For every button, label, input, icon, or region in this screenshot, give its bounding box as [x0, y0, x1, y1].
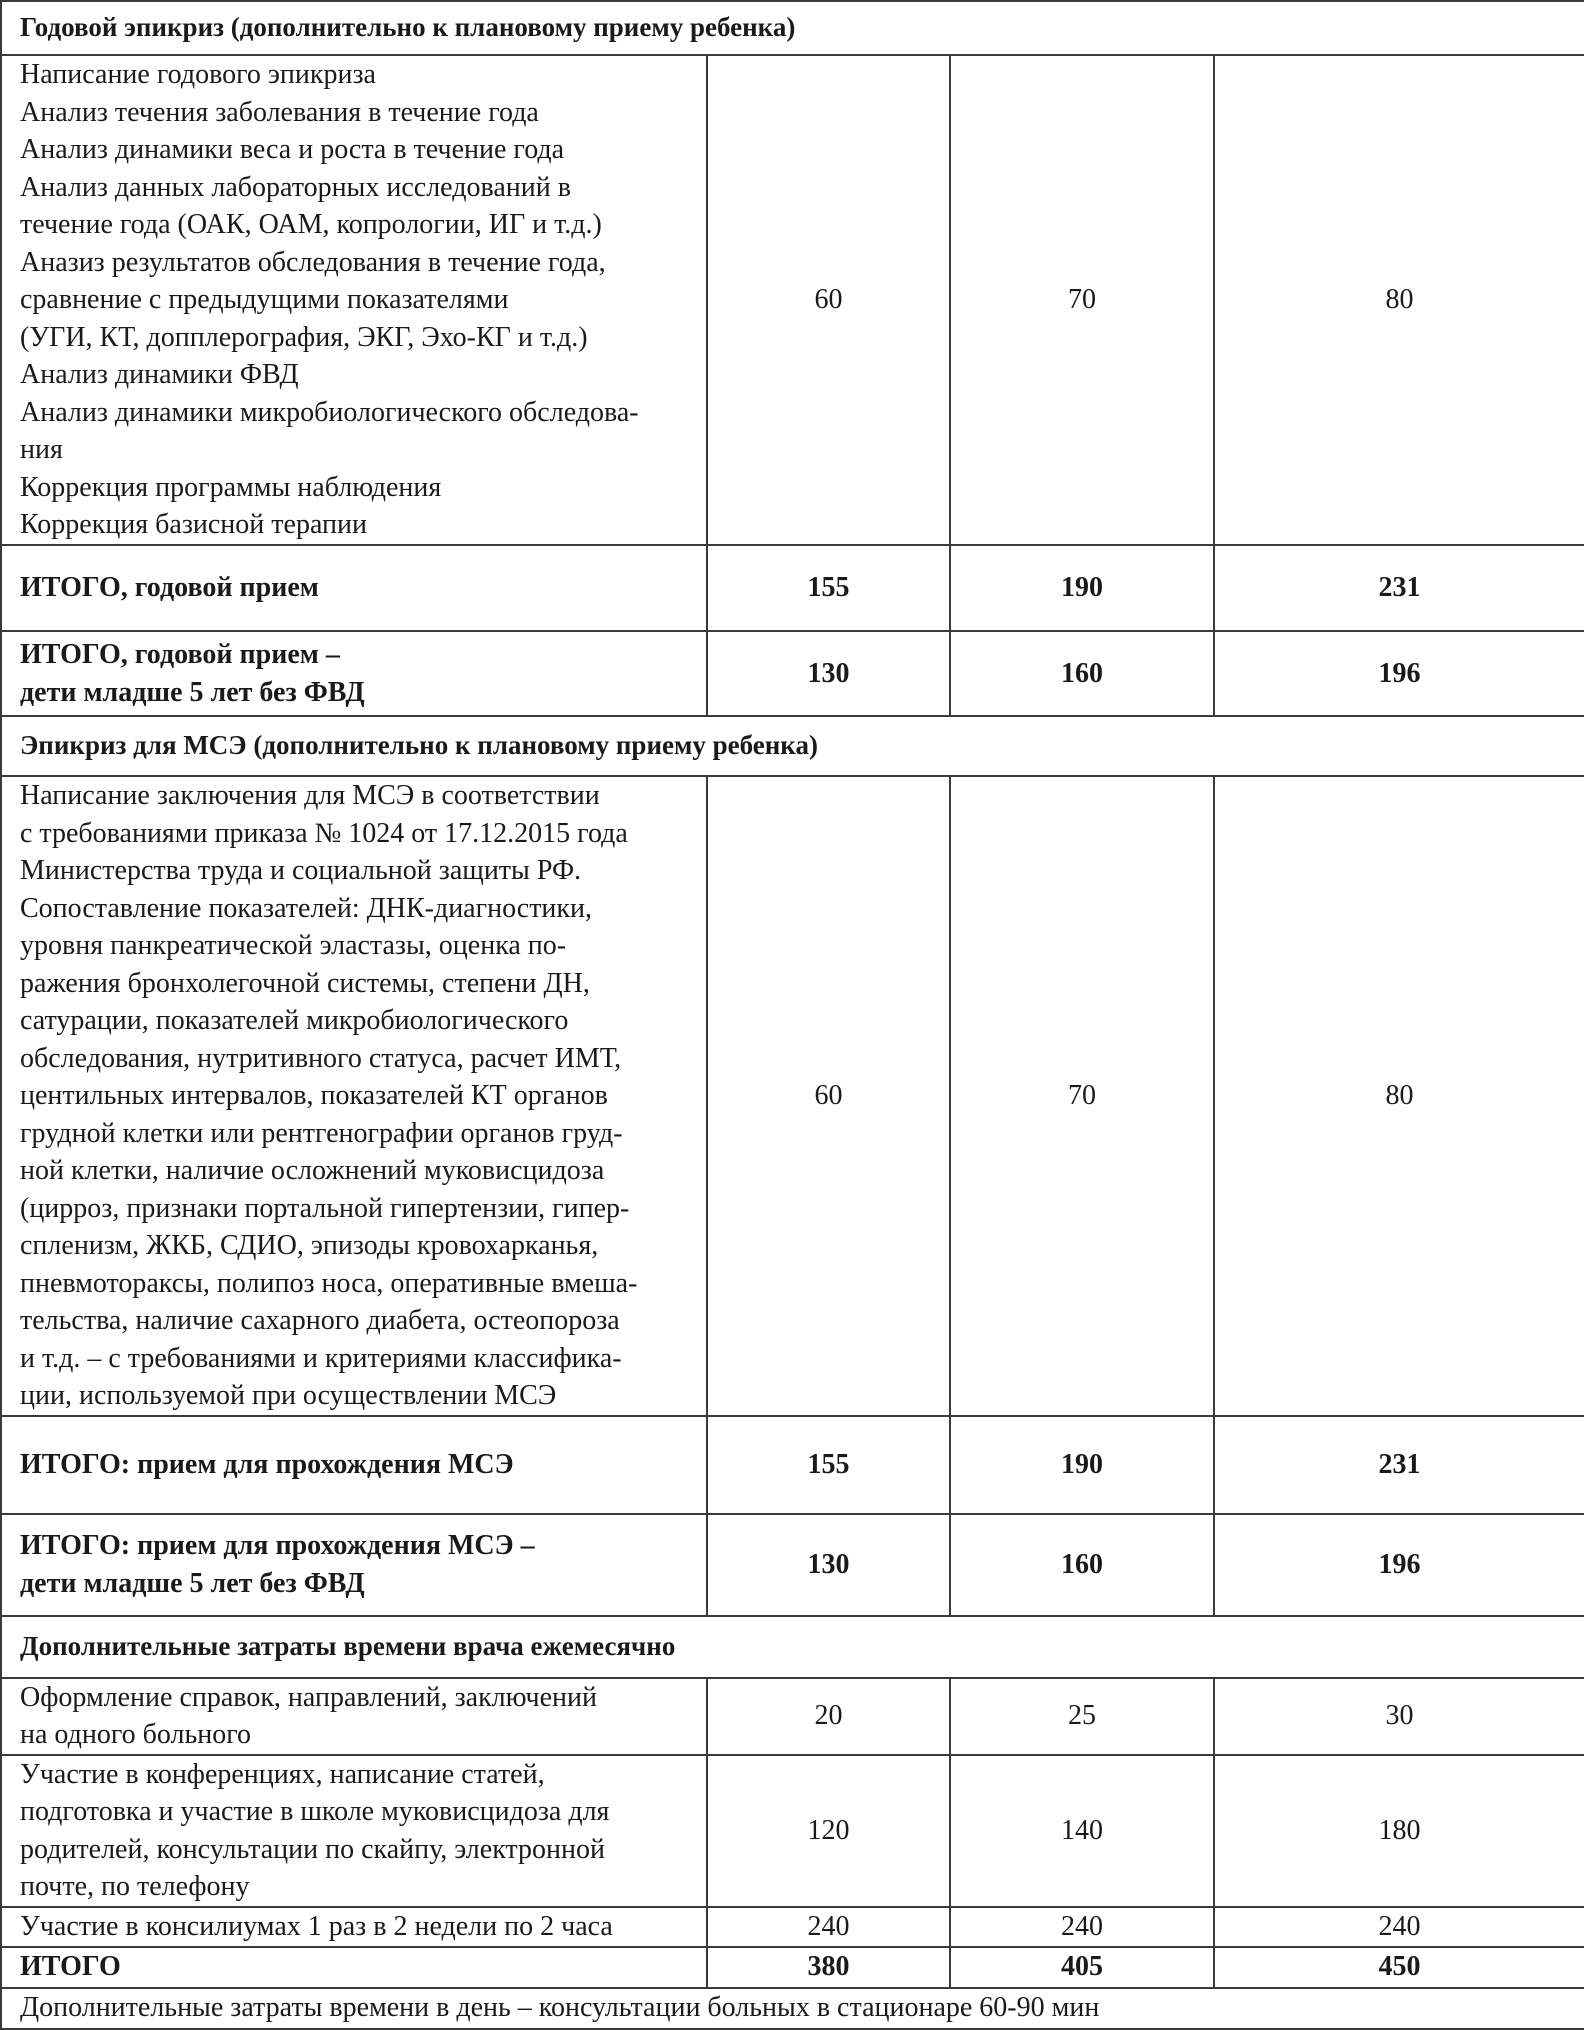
task-line: Написание заключения для МСЭ в соответствии [20, 780, 600, 811]
task-line: Написание годового эпикриза [20, 59, 376, 91]
total-value: 196 [1214, 1514, 1584, 1616]
task-line: центильных интервалов, показателей КТ органов [20, 1080, 608, 1111]
section-header-monthly [1, 1616, 1584, 1678]
value-cell: 120 [707, 1755, 950, 1907]
total-label-line: ИТОГО, годовой прием – [20, 639, 340, 670]
value-cell: 25 [950, 1678, 1214, 1755]
value-cell: 70 [950, 55, 1214, 545]
task-line: течение года (ОАК, ОАМ, копрологии, ИГ и т.д.) [20, 209, 602, 241]
row-label-line: Оформление справок, направлений, заключений [20, 1681, 597, 1713]
task-line: Сопоставление показателей: ДНК-диагностики, [20, 892, 593, 924]
total-label-line: дети младше 5 лет без ФВД [20, 676, 365, 708]
section-header-text: Эпикриз для МСЭ (дополнительно к плановому приему ребенка) [1, 716, 1584, 776]
table-row-consiliums [1, 1907, 1584, 1947]
section-header-mse-epicrisis [1, 716, 1584, 776]
value-cell: 60 [707, 776, 950, 1416]
total-value: 130 [707, 1514, 950, 1616]
task-line: с требованиями приказа № 1024 от 17.12.2015 года [20, 817, 628, 849]
task-line: Анализ динамики микробиологического обследова- [20, 396, 639, 428]
task-line: тельства, наличие сахарного диабета, остеопороза [20, 1305, 620, 1336]
total-label [1, 1514, 707, 1616]
task-line: сравнение с предыдущими показателями [20, 284, 509, 316]
total-label [1, 631, 707, 716]
table-row-total-under5 [1, 631, 1584, 716]
total-value: 196 [1214, 631, 1584, 716]
value-cell: 20 [707, 1678, 950, 1755]
task-list [1, 55, 707, 545]
task-line: ции, используемой при осуществлении МСЭ [20, 1380, 557, 1411]
row-label-line: подготовка и участие в школе муковисцидоза для [20, 1796, 610, 1827]
section-header-annual-epicrisis [1, 1, 1584, 55]
total-value: 155 [707, 1416, 950, 1514]
footer-note: Дополнительные затраты времени в день – консультации больных в стационаре 60-90 мин [1, 1988, 1584, 2029]
task-line: Министерства труда и социальной защиты РФ. [20, 855, 582, 886]
total-label-line: ИТОГО: прием для прохождения МСЭ [20, 1448, 514, 1480]
value-cell: 60 [707, 55, 950, 545]
value-cell: 180 [1214, 1755, 1584, 1907]
table-row-paperwork [1, 1678, 1584, 1755]
total-label-line: дети младше 5 лет без ФВД [20, 1567, 365, 1599]
row-label [1, 1755, 707, 1907]
total-label: ИТОГО [1, 1947, 707, 1988]
value-cell: 240 [707, 1907, 950, 1947]
row-label-line: Участие в конференциях, написание статей, [20, 1758, 545, 1790]
value-cell: 30 [1214, 1678, 1584, 1755]
task-line: и т.д. – с требованиями и критериями классифика- [20, 1342, 622, 1374]
total-value: 380 [707, 1947, 950, 1988]
task-line: Коррекция программы наблюдения [20, 471, 442, 503]
total-value: 190 [950, 1416, 1214, 1514]
value-cell: 70 [950, 776, 1214, 1416]
task-line: Аназиз результатов обследования в течение года, [20, 246, 606, 278]
task-line: грудной клетки или рентгенографии органов груд- [20, 1117, 623, 1149]
table-row-total [1, 545, 1584, 631]
task-line: сатурации, показателей микробиологического [20, 1005, 569, 1036]
total-value: 155 [707, 545, 950, 631]
table-row-monthly-total [1, 1947, 1584, 1988]
row-label [1, 1907, 707, 1947]
row-label [1, 1678, 707, 1755]
total-label [1, 1416, 707, 1514]
task-line: ражения бронхолегочной системы, степени ДН, [20, 967, 590, 999]
task-line: (УГИ, КТ, допплерография, ЭКГ, Эхо-КГ и т.д.) [20, 321, 588, 353]
table-row-total [1, 1416, 1584, 1514]
task-line: Анализ данных лабораторных исследований в [20, 171, 571, 203]
value-cell: 80 [1214, 55, 1584, 545]
table-row-annual-epicrisis-tasks [1, 55, 1584, 545]
row-label-line: родителей, консультации по скайпу, электронной [20, 1833, 605, 1865]
table-row-footer-note [1, 1988, 1584, 2029]
task-line: Анализ динамики ФВД [20, 359, 299, 391]
table-row-mse-tasks [1, 776, 1584, 1416]
task-line: Коррекция базисной терапии [20, 509, 367, 541]
section-header-text: Дополнительные затраты времени врача ежемесячно [1, 1616, 1584, 1678]
task-line: спленизм, ЖКБ, СДИО, эпизоды кровохарканья, [20, 1230, 599, 1261]
value-cell: 80 [1214, 776, 1584, 1416]
total-value: 231 [1214, 545, 1584, 631]
value-cell: 240 [950, 1907, 1214, 1947]
task-line: Анализ течения заболевания в течение года [20, 96, 539, 128]
task-line: обследования, нутритивного статуса, расчет ИМТ, [20, 1042, 622, 1074]
task-line: Анализ динамики веса и роста в течение года [20, 134, 565, 166]
row-label-line: почте, по телефону [20, 1871, 250, 1902]
total-value: 130 [707, 631, 950, 716]
total-value: 231 [1214, 1416, 1584, 1514]
value-cell: 140 [950, 1755, 1214, 1907]
task-line: ной клетки, наличие осложнений муковисцидоза [20, 1155, 605, 1186]
task-list [1, 776, 707, 1416]
task-line: пневмотораксы, полипоз носа, оперативные вмеша- [20, 1267, 638, 1299]
row-label-line: на одного больного [20, 1719, 252, 1750]
total-value: 405 [950, 1947, 1214, 1988]
total-value: 160 [950, 631, 1214, 716]
task-line: ния [20, 434, 63, 466]
total-label [1, 545, 707, 631]
task-line: (цирроз, признаки портальной гипертензии, гипер- [20, 1192, 630, 1224]
total-value: 190 [950, 545, 1214, 631]
table-row-conferences [1, 1755, 1584, 1907]
task-line: уровня панкреатической эластазы, оценка по- [20, 930, 567, 961]
total-label-line: ИТОГО: прием для прохождения МСЭ – [20, 1530, 535, 1561]
total-label-line: ИТОГО, годовой прием [20, 572, 319, 604]
total-value: 160 [950, 1514, 1214, 1616]
value-cell: 240 [1214, 1907, 1584, 1947]
total-value: 450 [1214, 1947, 1584, 1988]
table-row-total-under5 [1, 1514, 1584, 1616]
row-label-line: Участие в консилиумах 1 раз в 2 недели по 2 часа [20, 1910, 613, 1942]
section-header-text: Годовой эпикриз (дополнительно к плановому приему ребенка) [1, 1, 1584, 55]
